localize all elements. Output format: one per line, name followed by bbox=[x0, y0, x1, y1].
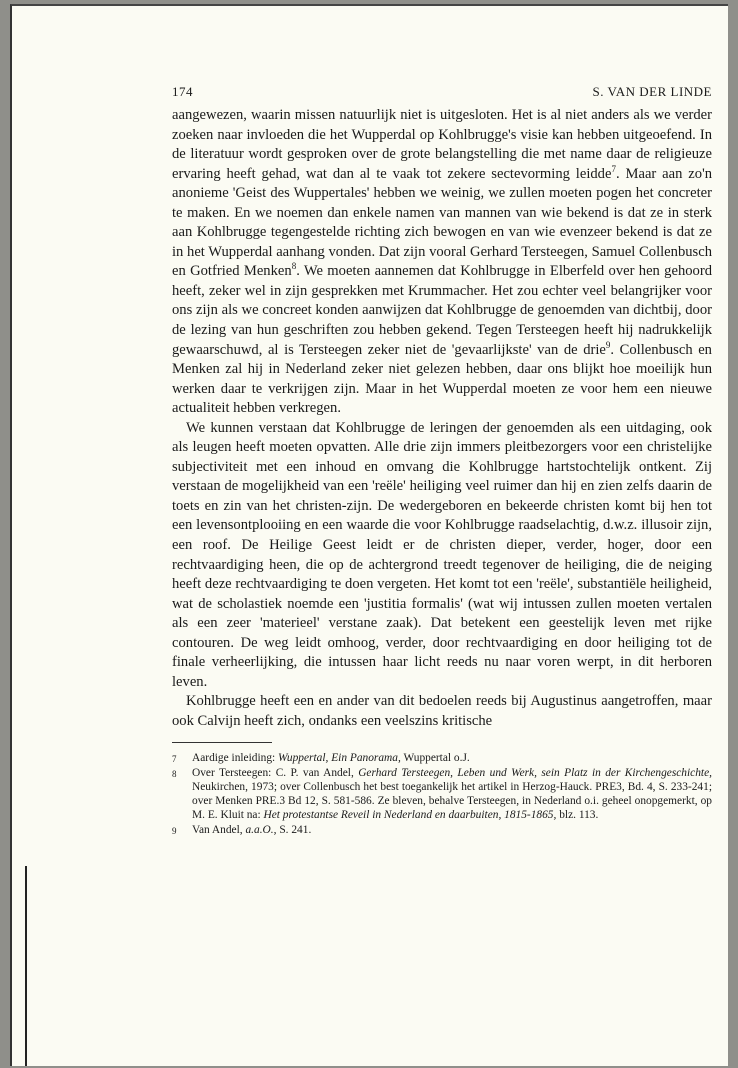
footnote-part: blz. 113. bbox=[556, 809, 599, 822]
footnote-part: Neukirchen, 1973; over Collenbusch het best toegankelijk het artikel in Herzog-Hauck. PRE3, Bd. 4, S. 233-241; over Menken PRE.3 Bd 12, S. 581-586. Ze bleven, behalve Tersteegen, in Nederland o.i. geheel onopgemerkt, op M. E. Kluit na: bbox=[192, 780, 712, 822]
footnote-ref-8: 8 bbox=[291, 261, 297, 272]
footnote-text bbox=[192, 766, 712, 823]
paragraph-1-part-b: . Maar aan zo'n anonieme 'Geist des Wuppertales' hebben we weinig, we zullen moeten pogen het concreter te maken. En we noemen dan enkele namen van mannen van wie bekend is dat ze in sterk aan Kohlbrugge tegengestelde richting zich bewogen en van wie evenzeer bekend is dat ze in het Wupperdal aanhang vonden. Dat zijn vooral Gerhard Tersteegen, Samuel Collenbusch en Gotfried Menken bbox=[172, 165, 712, 280]
paragraph-3: Kohlbrugge heeft een en ander van dit bedoelen reeds bij Augustinus aangetroffen, maar ook Calvijn heeft zich, ondanks een veelszins kritische bbox=[172, 693, 712, 729]
scan-edge-mark bbox=[25, 866, 27, 1066]
footnote-text bbox=[192, 823, 712, 838]
footnote-divider bbox=[172, 742, 272, 743]
footnote-part: Over Tersteegen: C. P. van Andel, bbox=[192, 766, 359, 779]
paragraph-2: We kunnen verstaan dat Kohlbrugge de leringen der genoemden als een uitdaging, ook als leugen heeft moeten opvatten. Alle drie zijn immers pleitbezorgers voor een christelijke subjectiviteit met een inhoud en omvang die Kohlbrugge hartstochtelijk ontkent. Zij verstaan de mogelijkheid van een 'reële' heiliging veel ruimer dan hij en zien zelfs daarin de toets en zin van het christen-zijn. De wedergeboren en bekeerde christen komt bij hen tot een levensontplooiing en een waarde die voor Kohlbrugge raadselachtig, d.w.z. illusoir zijn, een roof. De Heilige Geest leidt er de christen dieper, verder, hoger, door een rechtvaardiging heen, die op de achtergrond treedt tegenover de heiliging, die de neiging heeft deze rechtvaardiging te doen vergeten. Het komt tot een 'reële', substantiële heiligheid, wat de scholastiek noemde een 'justitia formalis' (wat wij intussen zullen moeten vertalen als een zeer 'materieel' verstane zaak). Dat betekent een geestelijk leven met rijke contouren. De weg leidt omhoog, verder, door rechtvaardiging en door heiliging tot de finale verheerlijking, die intussen haar licht reeds nu naar voren werpt, in dit herboren leven. bbox=[172, 419, 712, 690]
footnote-italic-part: Het protestantse Reveil in Nederland en daarbuiten, 1815-1865, bbox=[263, 809, 557, 822]
page-content bbox=[172, 84, 712, 838]
footnote-italic-part: a.a.O., bbox=[245, 823, 277, 836]
running-header bbox=[172, 84, 712, 106]
footnote-italic-part: Gerhard Tersteegen, Leben und Werk, sein Platz in der Kirchengeschichte, bbox=[358, 766, 712, 779]
footnote-ref-9: 9 bbox=[605, 339, 611, 350]
paragraph-1-part-a: aangewezen, waarin missen natuurlijk niet is uitgesloten. Het is al niet anders als we verder zoeken naar invloeden die het Wupperdal op Kohlbrugge's visie kan hebben uitgeoefend. In de literatuur wordt gesproken over de grote belangstelling die met name daar de religieuze ervaring heeft gehad, wat dan al te vaak tot zekere sectevorming leidde bbox=[172, 107, 712, 182]
running-head: S. VAN DER LINDE bbox=[592, 84, 712, 99]
footnote-number: 7 bbox=[172, 753, 177, 764]
footnote-ref-7: 7 bbox=[611, 163, 616, 174]
paragraph-1-part-d: . Collenbusch en Menken zal hij in Nederland zeker niet gelezen hebben, daar ons blijkt hoe moeilijk hun werken daar te verkrijgen zijn. Maar in het Wupperdal moeten ze voor hem een nieuwe actualiteit hebben verkregen. bbox=[172, 341, 712, 417]
paragraph-1 bbox=[172, 106, 712, 419]
book-page bbox=[10, 4, 728, 1066]
page-number: 174 bbox=[172, 84, 193, 99]
footnote-text bbox=[192, 751, 712, 766]
paragraph-1-part-c: . We moeten aannemen dat Kohlbrugge in Elberfeld over hen gehoord heeft, zeker wel in zijn gesprekken met Krummacher. Het zou echter veel belangrijker voor ons zijn als we concreet konden aanwijzen dat Kohlbrugge de genoemden van dichtbij, door de lezing van hun geschriften zou hebben gekend. Tegen Tersteegen heeft hij nadrukkelijk gewaarschuwd, al is Tersteegen zeker niet de 'gevaarlijkste' van de drie bbox=[172, 263, 712, 358]
footnote-7 bbox=[172, 751, 712, 766]
footnote-italic-part: Wuppertal, Ein Panorama, bbox=[278, 751, 401, 764]
footnote-part: Van Andel, bbox=[192, 823, 246, 836]
footnote-9 bbox=[172, 823, 712, 838]
footnote-number: 9 bbox=[172, 825, 177, 836]
footnote-part: Aardige inleiding: bbox=[192, 751, 279, 764]
footnote-part: S. 241. bbox=[276, 823, 312, 836]
footnotes bbox=[172, 751, 712, 838]
body-text bbox=[172, 106, 712, 732]
footnote-8 bbox=[172, 766, 712, 823]
footnote-part: Wuppertal o.J. bbox=[400, 751, 470, 764]
footnote-number: 8 bbox=[172, 768, 177, 779]
